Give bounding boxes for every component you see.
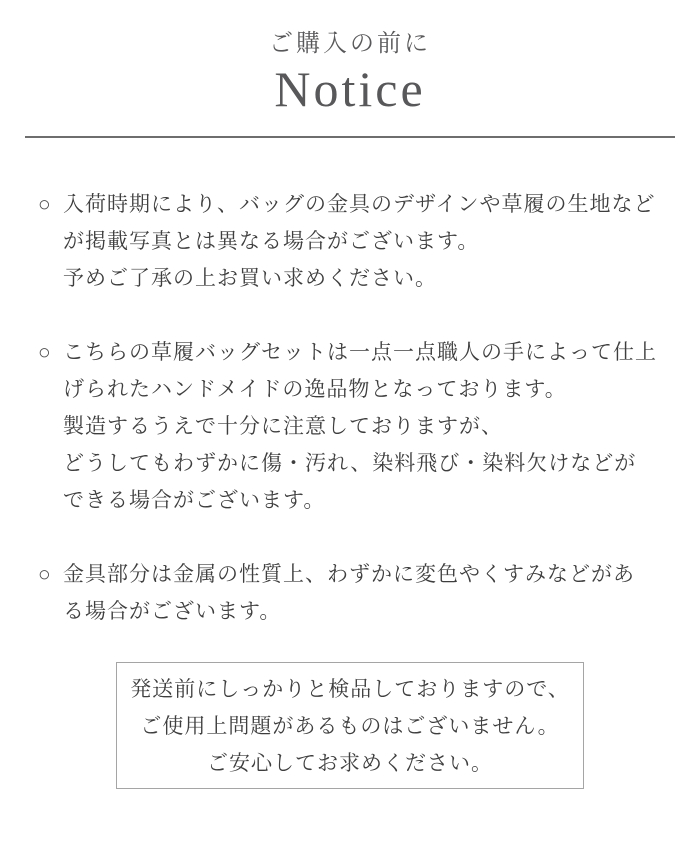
notice-title: Notice [274, 61, 426, 117]
notice-line: 金具部分は金属の性質上、わずかに変色やくすみなどがあ [63, 563, 635, 586]
notice-line: どうしてもわずかに傷・汚れ、染料飛び・染料欠けなどが [63, 452, 637, 475]
notice-item-metal-parts [38, 556, 680, 630]
bullet-circle-icon: ○ [38, 193, 52, 216]
notice-line: が掲載写真とは異なる場合がございます。 [63, 230, 480, 253]
notice-subtitle: ご購入の前に [269, 31, 431, 57]
notice-item-handmade [38, 334, 680, 519]
notice-line: こちらの草履バッグセットは一点一点職人の手によって仕上 [63, 341, 657, 364]
notice-line: る場合がございます。 [63, 600, 282, 623]
header-divider [25, 136, 675, 138]
notice-header [0, 30, 700, 116]
assurance-line: ご使用上問題があるものはございません。 [140, 715, 560, 738]
notice-line: 予めご了承の上お買い求めください。 [63, 267, 437, 290]
assurance-line: 発送前にしっかりと検品しておりますので、 [130, 678, 570, 701]
assurance-box [116, 662, 584, 789]
bullet-circle-icon: ○ [38, 341, 52, 364]
bullet-circle-icon: ○ [38, 563, 52, 586]
notice-line: 入荷時期により、バッグの金具のデザインや草履の生地など [63, 193, 656, 216]
notice-list [38, 186, 680, 630]
notice-line: げられたハンドメイドの逸品物となっております。 [63, 378, 567, 401]
notice-item-stock-variation [38, 186, 680, 297]
notice-line: できる場合がございます。 [63, 489, 326, 512]
assurance-line: ご安心してお求めください。 [207, 752, 493, 775]
notice-line: 製造するうえで十分に注意しておりますが、 [63, 415, 503, 438]
